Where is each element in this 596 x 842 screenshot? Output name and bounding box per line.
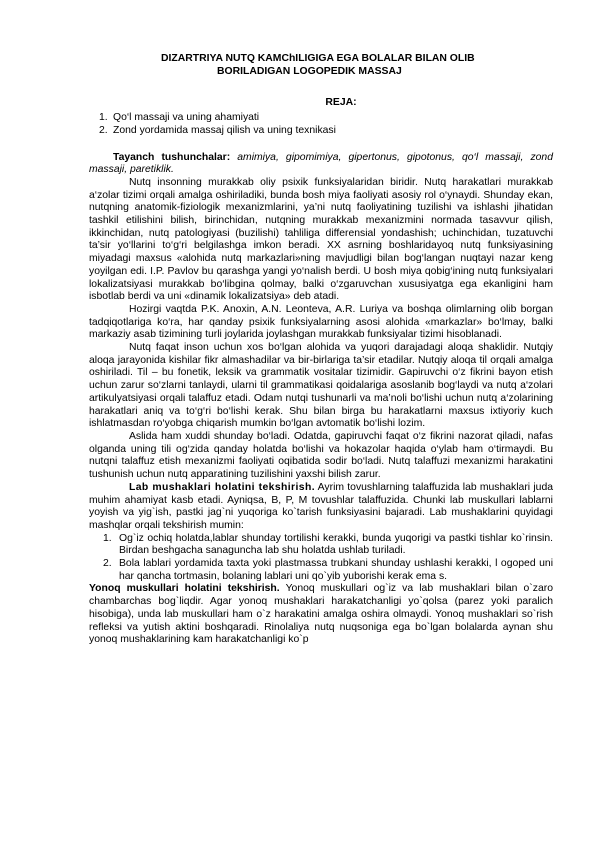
lab-section-heading: Lab mushaklari holatini tekshirish. [129,481,315,493]
plan-item [89,125,553,138]
plan-item [89,112,553,125]
keywords-block [89,152,553,177]
paragraph: Nutq insonning murakkab oliy psixik funksiyalaridan biridir. Nutq harakatlari murakkab a‘zolar tizimi orqali amalga oshiriladiki, bunda bosh miya faoliyati asosiy rol o‘ynaydi. Shunday ekan, nutqning anatomik-fiziologik mexanizmlarini, ya’ni nutq faoliyatining tuzilishi va ishlashi jihatidan tashkil etilishini bilish, birinchidan, nutqning murakkab mexanizmini normada tasavvur qilish, ikkinchidan, nutq patologiyasi (buzilishi) tahliliga differensial yondashish; uchinchidan, tuzatuvchi ta’sir yo‘llarini to‘g‘ri belgilashga imkon beradi. XX asrning boshlaridayoq nutq funksiyasining miyadagi maxsus «alohida nutq markazlari»ning mavjudligi bilan bog‘langan nuqtayi nazar keng yoyilgan edi. I.P. Pavlov bu qarashga yangi yo‘nalish berdi. U bosh miya qobig‘ining nutq funksiyalari lokalizatsiyasi murakkab bo‘libgina qolmay, balki o‘zgaruvchan xususiyatga ega ekanligini ham isbotlab berdi va uni «dinamik lokalizatsiya» deb atadi. [89,176,553,303]
document-page [89,50,553,647]
list-item-number: 1. [103,532,112,544]
paragraph: Hozirgi vaqtda P.K. Anoxin, A.N. Leonteva, A.R. Luriya va boshqa olimlarning olib borgan tadqiqotlariga ko‘ra, har qanday psixik funksiyalarning asosi alohida «markazlar» bo‘lmay, balki markaziy asab tizimining turli joylarida joylashgan murakkab funksiyalar tizimi hisoblanadi. [89,303,553,341]
yonoq-section-text: Yonoq muskullari og`iz va lab mushaklari bilan o`zaro chambarchas bog`liqdir. Agar yonoq mushaklari harakatchanligi yo`qolsa (parez yoki paralich hisobiga), unda lab muskullari ham o`z harakatini amalga oshira olmaydi. Yonoq mushaklari so`rish refleksi va yutish aktini boshqaradi. Rinolaliya nutq nuqsoniga ega bo`lgan bolalarda aynan shu yonoq mushaklarining kam harakatchanligi ko`p [89,583,553,646]
lab-exercise-list [89,533,553,584]
plan-item-text: Qo‘l massaji va uning ahamiyati [113,112,260,124]
list-item [89,558,553,583]
plan-item-text: Zond yordamida massaj qilish va uning texnikasi [113,124,336,136]
yonoq-section-heading: Yonoq muskullari holatini tekshirish. [89,583,280,595]
list-item [89,533,553,558]
lab-section-text: Ayrim tovushlarning talaffuzida lab mushaklari juda muhim ahamiyat kasb etadi. Ayniqsa, B, P, M tovushlar talaffuzida. Chunki lab muskullari lablarni yoyish va yig`ish, pastki jag`ni yuqoriga ko`tarish funksiyasini bajaradi. Lab mushaklarini quyidagi mashqlar orqali tekshirish mumin: [89,481,553,531]
lab-section [89,482,553,533]
plan-list [89,112,553,137]
list-item-text: Bola lablari yordamida taxta yoki plastmassa trubkani shunday ushlashi kerakki, l ogoped uni har qancha tortmasin, bolaning lablari uni qo`yib yuborishi kerak ema s. [119,558,553,582]
yonoq-section [89,583,553,647]
plan-heading: REJA: [325,97,357,109]
document-title-line1: DIZARTRIYA NUTQ KAMChILIGIGA EGA BOLALAR BILAN OLIB [161,53,475,64]
plan-item-number: 1. [99,112,108,124]
keywords-label: Tayanch tushunchalar: [113,151,231,163]
paragraph: Nutq faqat inson uchun xos bo‘lgan alohida va yuqori darajadagi aloqa shaklidir. Nutqiy aloqa jarayonida kishilar fikr almashadilar va bir-birlariga ta’sir etadilar. Nutqiy aloqa til orqali amalga oshiriladi. Til – bu fonetik, leksik va grammatik vositalar tizimidir. Gapiruvchi o‘z fikrini bayon etish uchun zarur so‘zlarni tanlaydi, ularni til grammatikasi qoidalariga asoslanib bog‘laydi va nutq a‘zolari artikulyatsiyasi orqali talaffuz etadi. Odam nutqi tushunarli va ma’noli bo‘lishi uchun nutq a‘zolarining harakatlari aniq va to‘g‘ri bo‘lishi kerak. Shu bilan birga bu harakatlarni maxsus ixtiyoriy kuch ishlatmasdan ro‘yobga chiqarish mumkin bo‘lgan avtomatik bo‘lishi lozim. [89,342,553,430]
plan-item-number: 2. [99,124,108,136]
list-item-text: Og`iz ochiq holatda,lablar shunday tortilishi kerakki, bunda yuqorigi va pastki tishlar ko`rinsin. Birdan beshgacha sanaguncha lab shu holatda ushlab turiladi. [119,532,553,557]
list-item-number: 2. [103,558,112,570]
document-title-line2: BORILADIGAN LOGOPEDIK MASSAJ [217,65,402,77]
paragraph: Aslida ham xuddi shunday bo‘ladi. Odatda, gapiruvchi faqat o‘z fikrini nazorat qiladi, nafas olganda uning tili og‘zida qanday holatda bo‘lishi va hokazolar haqida o‘ylab ham o‘tirmaydi. Bu nutqni talaffuz etish mexanizmi faoliyati oqibatida sodir bo‘ladi. Nutq talaffuzi mexanizmi harakatini tushunish uchun nutq apparatining tuzilishini yaxshi bilish zarur. [89,430,553,481]
keywords-text: amimiya, gipomimiya, gipertonus, gipotonus, qo‘l massaji, zond massaji, paretiklik. [89,151,553,176]
